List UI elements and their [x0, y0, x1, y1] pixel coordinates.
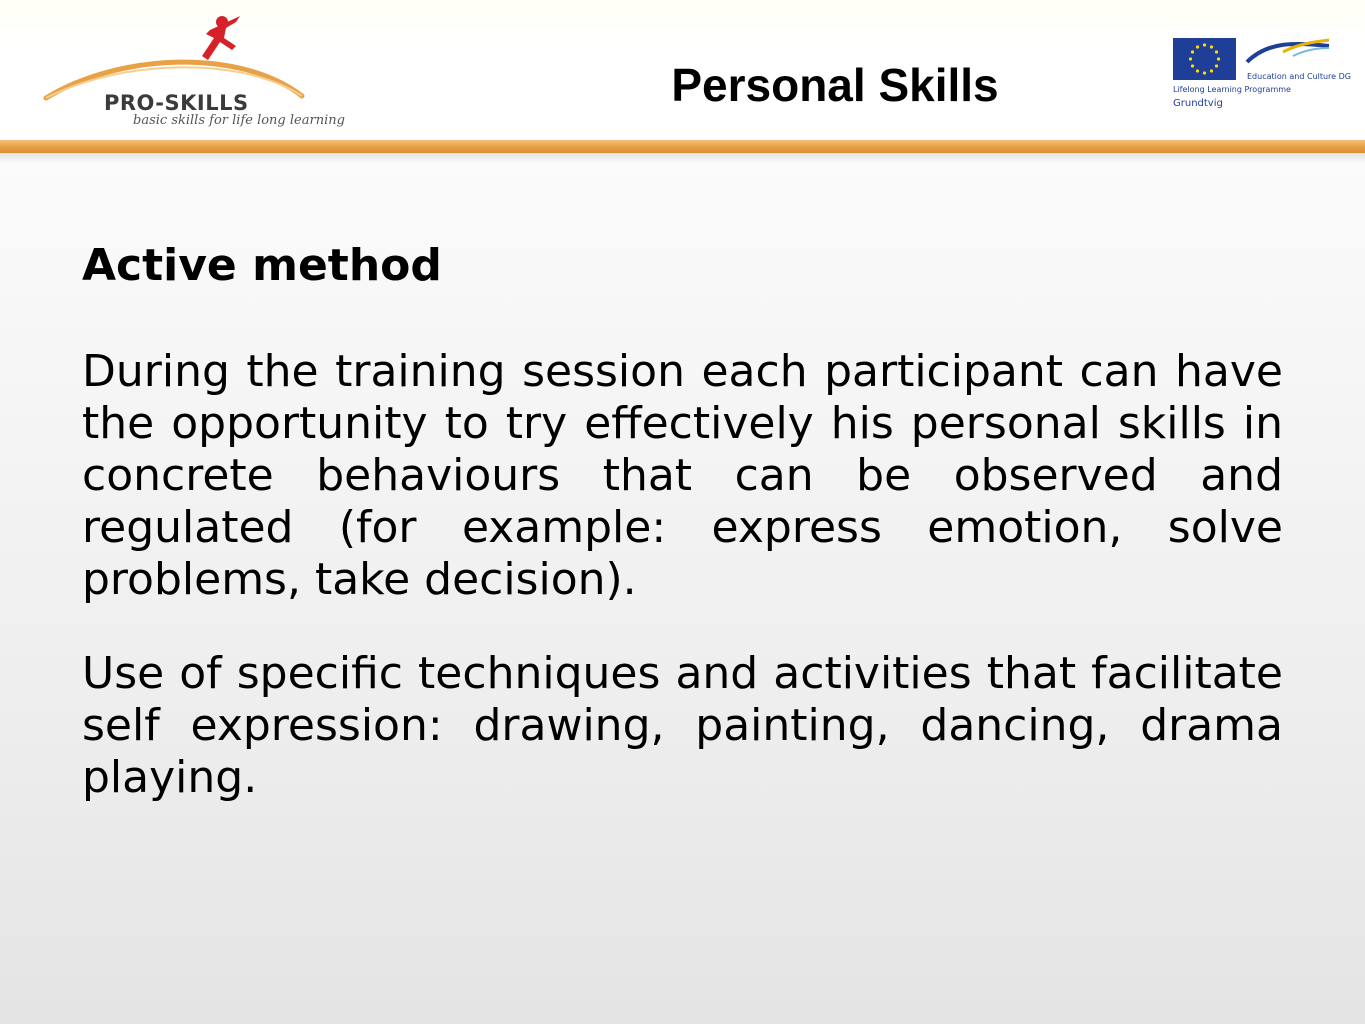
- eu-dg-label: Education and Culture DG: [1247, 72, 1351, 81]
- header-divider: [0, 140, 1365, 153]
- logo-brand: PRO-SKILLS: [104, 91, 249, 115]
- slide-content: [82, 240, 1283, 846]
- slide-header: [0, 0, 1365, 140]
- wave-emblem-icon: [1243, 34, 1333, 70]
- logo-tagline: basic skills for life long learning: [133, 113, 345, 128]
- header-divider-shadow: [0, 153, 1365, 163]
- paragraph-1: During the training session each participant can have the opportunity to try effectively his personal skills in concrete behaviours that can be observed and regulated (for example: express emotion, solve problems, take decision).: [82, 346, 1283, 605]
- eu-flag-icon: [1173, 38, 1236, 80]
- paragraph-2: Use of specific techniques and activities that facilitate self expression: drawing, painting, dancing, drama playing.: [82, 648, 1283, 803]
- eu-programme-label: Lifelong Learning Programme: [1173, 85, 1291, 94]
- eu-lifelong-learning-logo: [1165, 30, 1355, 118]
- eu-subprogramme-label: Grundtvig: [1173, 98, 1223, 109]
- slide-title: Personal Skills: [671, 59, 999, 111]
- section-subtitle: Active method: [82, 240, 442, 291]
